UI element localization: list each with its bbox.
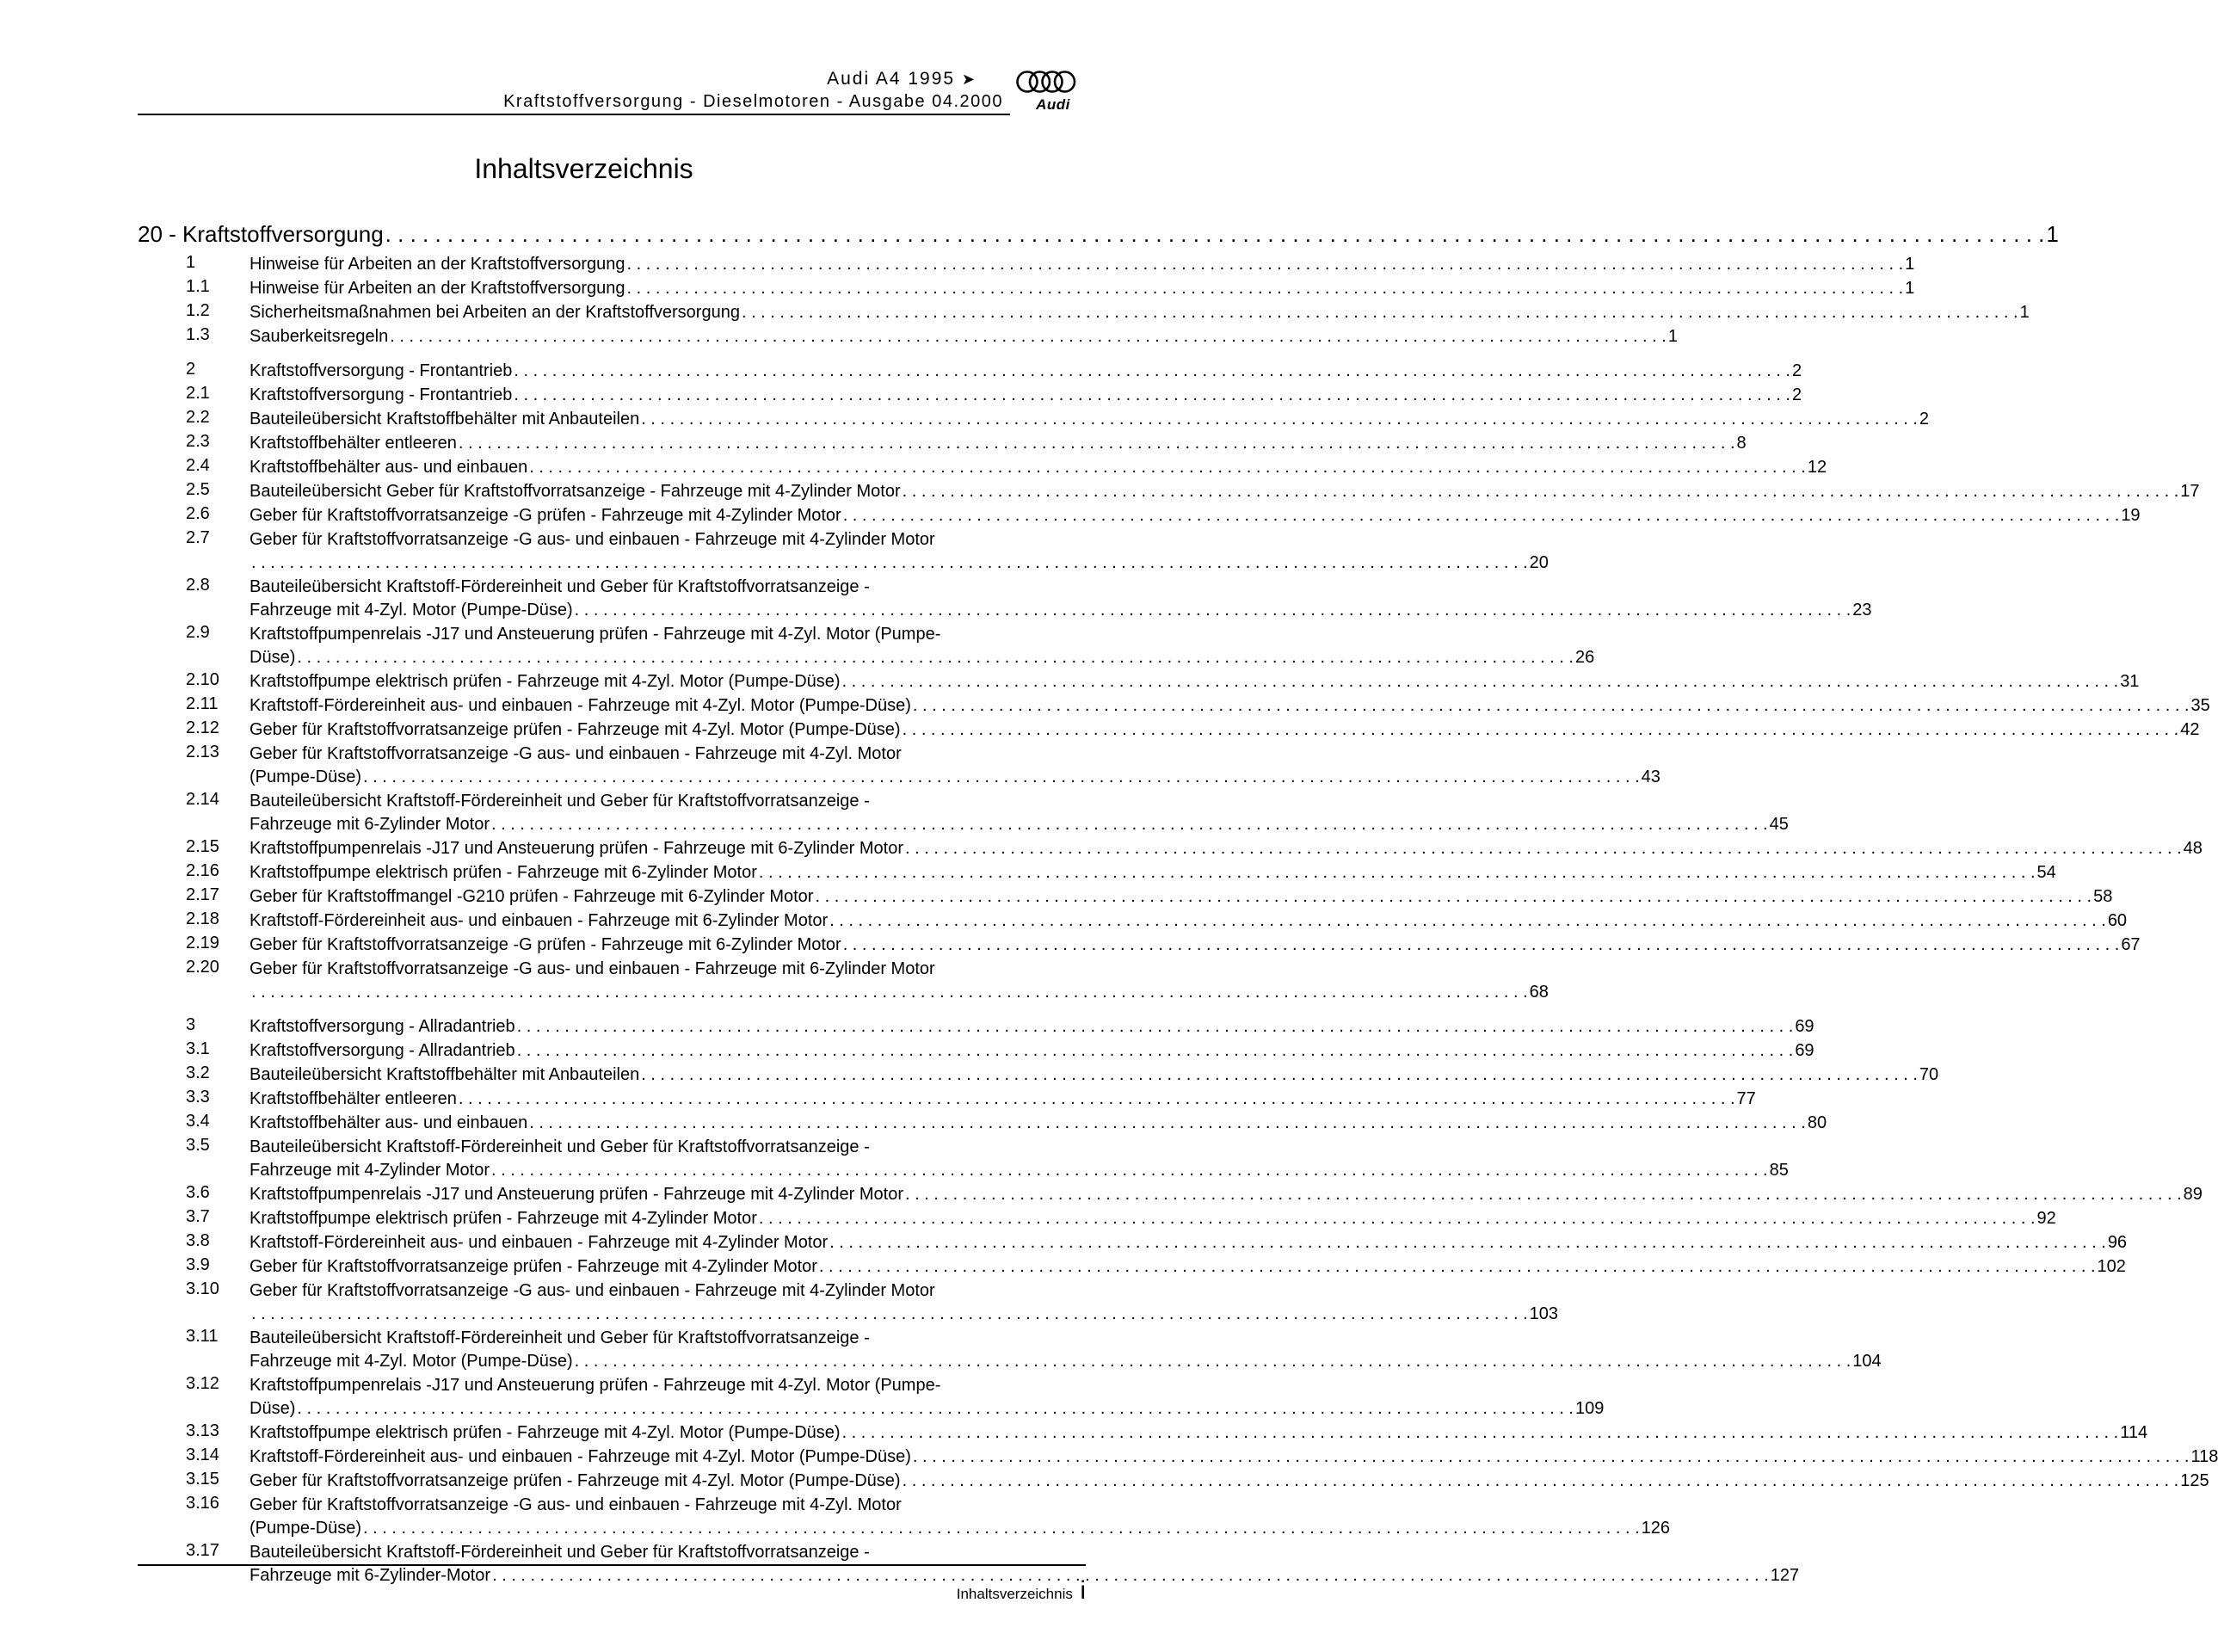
table-of-contents bbox=[138, 217, 2218, 1588]
entry-page: 69 bbox=[1795, 1017, 1814, 1036]
dot-leader bbox=[913, 1446, 2190, 1469]
entry-page: 26 bbox=[1574, 648, 1595, 667]
entry-title: Düse) bbox=[250, 648, 296, 667]
entry-title: Kraftstoff-Fördereinheit aus- und einbauen - Fahrzeuge mit 4-Zylinder Motor bbox=[250, 1233, 829, 1252]
entry-number: 2.17 bbox=[186, 885, 219, 904]
entry-number: 3.16 bbox=[186, 1494, 219, 1513]
entry-page: 1 bbox=[1667, 327, 1678, 346]
entry-title: Kraftstoffpumpe elektrisch prüfen - Fahrzeuge mit 6-Zylinder Motor bbox=[250, 863, 757, 882]
entry-number: 3.2 bbox=[186, 1063, 210, 1082]
entry-number: 3.10 bbox=[186, 1279, 219, 1298]
entry-page: 19 bbox=[2121, 506, 2141, 525]
dot-leader bbox=[529, 1112, 1806, 1135]
toc-entry[interactable] bbox=[138, 1183, 2203, 1207]
toc-entry[interactable] bbox=[138, 456, 1827, 480]
toc-entry[interactable] bbox=[138, 1327, 1882, 1374]
header-rule bbox=[138, 114, 1010, 115]
header-subtitle: Kraftstoffversorgung - Dieselmotoren - Ausgabe 04.2000 bbox=[503, 92, 1003, 111]
entry-number: 2.13 bbox=[186, 743, 219, 761]
toc-entry[interactable] bbox=[138, 480, 2200, 504]
toc-entry[interactable] bbox=[138, 1279, 1558, 1327]
entry-title: Kraftstoff-Fördereinheit aus- und einbauen - Fahrzeuge mit 6-Zylinder Motor bbox=[250, 911, 829, 930]
dot-leader bbox=[517, 1039, 1794, 1063]
toc-entry[interactable] bbox=[138, 301, 2030, 325]
entry-page: 114 bbox=[2120, 1423, 2148, 1442]
toc-entry[interactable] bbox=[138, 837, 2203, 861]
entry-page: 31 bbox=[2120, 672, 2140, 691]
toc-entry[interactable] bbox=[138, 432, 1747, 456]
entry-title: Kraftstoffversorgung - Frontantrieb bbox=[250, 361, 513, 380]
entry-number: 2.9 bbox=[186, 623, 210, 642]
toc-entry[interactable] bbox=[138, 528, 1549, 576]
entry-number: 1.1 bbox=[186, 277, 210, 296]
entry-number: 2.1 bbox=[186, 384, 210, 403]
entry-page: 96 bbox=[2107, 1233, 2128, 1252]
entry-page: 102 bbox=[2097, 1257, 2126, 1276]
entry-page: 2 bbox=[1919, 410, 1929, 428]
entry-title: Kraftstoffpumpe elektrisch prüfen - Fahrzeuge mit 4-Zylinder Motor bbox=[250, 1209, 757, 1228]
entry-number: 3.12 bbox=[186, 1374, 219, 1393]
entry-number: 2.6 bbox=[186, 504, 210, 523]
dot-leader bbox=[385, 217, 2045, 251]
page-header bbox=[138, 67, 1084, 117]
dot-leader bbox=[529, 456, 1806, 479]
entry-number: 3.5 bbox=[186, 1136, 210, 1155]
entry-title: (Pumpe-Düse) bbox=[250, 767, 362, 786]
entry-title: Geber für Kraftstoffvorratsanzeige -G aus- und einbauen - Fahrzeuge mit 4-Zyl. Motor bbox=[250, 1495, 902, 1514]
entry-title: Bauteileübersicht Kraftstoffbehälter mit Anbauteilen bbox=[250, 1065, 640, 1084]
dot-leader bbox=[759, 1207, 2036, 1230]
toc-entry[interactable] bbox=[138, 576, 1872, 623]
entry-title: Kraftstoffpumpe elektrisch prüfen - Fahrzeuge mit 4-Zyl. Motor (Pumpe-Düse) bbox=[250, 1423, 841, 1442]
dot-leader bbox=[492, 1564, 1769, 1587]
toc-chapter[interactable] bbox=[138, 217, 2059, 253]
entry-title: Fahrzeuge mit 4-Zyl. Motor (Pumpe-Düse) bbox=[250, 1352, 573, 1371]
entry-title: Kraftstoffpumpenrelais -J17 und Ansteuerung prüfen - Fahrzeuge mit 4-Zylinder Motor bbox=[250, 1185, 904, 1204]
dot-leader bbox=[514, 360, 1790, 383]
entry-number: 2.7 bbox=[186, 528, 210, 547]
header-model bbox=[827, 69, 977, 89]
entry-number: 2.10 bbox=[186, 670, 219, 689]
entry-title: Kraftstoffbehälter entleeren bbox=[250, 434, 457, 453]
section-gap bbox=[138, 349, 1063, 360]
entry-page: 89 bbox=[2183, 1185, 2203, 1204]
entry-number: 3.15 bbox=[186, 1470, 219, 1489]
toc-entry[interactable] bbox=[138, 325, 1678, 349]
entry-title: Kraftstoffversorgung - Allradantrieb bbox=[250, 1017, 515, 1036]
entry-page: 2 bbox=[1791, 361, 1802, 380]
entry-title: Düse) bbox=[250, 1399, 296, 1418]
entry-title: Kraftstoffbehälter aus- und einbauen bbox=[250, 1113, 528, 1132]
entry-title: Hinweise für Arbeiten an der Kraftstoffversorgung bbox=[250, 255, 625, 274]
dot-leader bbox=[575, 1350, 1851, 1373]
entry-number: 3.9 bbox=[186, 1255, 210, 1274]
entry-number: 3.11 bbox=[186, 1327, 219, 1346]
entry-number: 1 bbox=[186, 253, 196, 272]
dot-leader bbox=[903, 480, 2179, 503]
entry-number: 3.8 bbox=[186, 1231, 210, 1250]
entry-number: 2.15 bbox=[186, 837, 219, 856]
entry-title: Geber für Kraftstoffvorratsanzeige prüfen - Fahrzeuge mit 4-Zyl. Motor (Pumpe-Düse) bbox=[250, 1471, 901, 1490]
toc-entry[interactable] bbox=[138, 743, 1660, 790]
entry-title: Kraftstoffpumpe elektrisch prüfen - Fahrzeuge mit 4-Zyl. Motor (Pumpe-Düse) bbox=[250, 672, 841, 691]
entry-number: 2.18 bbox=[186, 909, 219, 928]
dot-leader bbox=[251, 981, 1528, 1004]
entry-page: 54 bbox=[2036, 863, 2056, 882]
toc-entry[interactable] bbox=[138, 384, 1802, 408]
entry-title: Geber für Kraftstoffmangel -G210 prüfen - Fahrzeuge mit 6-Zylinder Motor bbox=[250, 887, 814, 906]
entry-title: (Pumpe-Düse) bbox=[250, 1519, 362, 1538]
dot-leader bbox=[903, 718, 2179, 742]
toc-entry[interactable] bbox=[138, 408, 1929, 432]
entry-number: 3 bbox=[186, 1015, 196, 1034]
dot-leader bbox=[829, 909, 2106, 933]
dot-leader bbox=[843, 504, 2120, 527]
entry-page: 104 bbox=[1852, 1352, 1882, 1371]
toc-entry[interactable] bbox=[138, 909, 2128, 934]
entry-page: 85 bbox=[1769, 1161, 1789, 1180]
entry-number: 2.12 bbox=[186, 718, 219, 737]
toc-entry[interactable] bbox=[138, 1446, 2218, 1470]
entry-page: 48 bbox=[2183, 839, 2203, 858]
entry-page: 126 bbox=[1641, 1519, 1671, 1538]
page-number: i bbox=[1080, 1576, 1086, 1605]
entry-number: 2.5 bbox=[186, 480, 210, 499]
entry-page: 80 bbox=[1807, 1113, 1827, 1132]
toc-entry[interactable] bbox=[138, 861, 2056, 885]
page-footer bbox=[957, 1576, 1086, 1606]
dot-leader bbox=[641, 1063, 1918, 1087]
entry-title: Kraftstoffversorgung - Allradantrieb bbox=[250, 1041, 515, 1060]
footer-label: Inhaltsverzeichnis bbox=[956, 1586, 1073, 1602]
entry-number: 2.8 bbox=[186, 576, 210, 595]
dot-leader bbox=[251, 1303, 1528, 1326]
entry-number: 2.16 bbox=[186, 861, 219, 880]
toc-entry[interactable] bbox=[138, 1255, 2126, 1279]
toc-entry[interactable] bbox=[138, 277, 1915, 301]
audi-rings-icon bbox=[1015, 67, 1077, 96]
toc-entry[interactable] bbox=[138, 694, 2210, 718]
entry-number: 3.4 bbox=[186, 1112, 210, 1131]
toc-entry[interactable] bbox=[138, 1136, 1789, 1183]
entry-page: 42 bbox=[2180, 720, 2200, 739]
entry-title: Geber für Kraftstoffvorratsanzeige -G aus- und einbauen - Fahrzeuge mit 4-Zyl. Motor bbox=[250, 744, 902, 763]
entry-page: 69 bbox=[1795, 1041, 1814, 1060]
entry-page: 12 bbox=[1807, 458, 1827, 477]
entry-number: 3.13 bbox=[186, 1421, 219, 1440]
dot-leader bbox=[297, 1397, 1574, 1421]
page-title: Inhaltsverzeichnis bbox=[474, 153, 693, 184]
entry-page: 67 bbox=[2121, 935, 2141, 954]
entry-number: 1.2 bbox=[186, 301, 210, 320]
toc-entry[interactable] bbox=[138, 885, 2113, 909]
entry-number: 3.17 bbox=[186, 1541, 219, 1560]
entry-page: 35 bbox=[2190, 696, 2210, 715]
toc-entry[interactable] bbox=[138, 958, 1549, 1005]
entry-page: 68 bbox=[1529, 983, 1549, 1002]
entry-title: Kraftstoffversorgung - Frontantrieb bbox=[250, 385, 513, 404]
entry-number: 2.20 bbox=[186, 958, 219, 977]
entry-page: 60 bbox=[2107, 911, 2128, 930]
dot-leader bbox=[491, 813, 1768, 836]
entry-title: Kraftstoffbehälter aus- und einbauen bbox=[250, 458, 528, 477]
entry-page: 109 bbox=[1574, 1399, 1605, 1418]
dot-leader bbox=[843, 934, 2120, 957]
footer-rule bbox=[138, 1564, 1086, 1566]
entry-title: Fahrzeuge mit 6-Zylinder Motor bbox=[250, 815, 490, 834]
toc-entry[interactable] bbox=[138, 1207, 2056, 1231]
entry-number: 2.19 bbox=[186, 934, 219, 952]
entry-title: Geber für Kraftstoffvorratsanzeige prüfen - Fahrzeuge mit 4-Zylinder Motor bbox=[250, 1257, 817, 1276]
entry-title: Bauteileübersicht Kraftstoff-Fördereinheit und Geber für Kraftstoffvorratsanzeige - bbox=[250, 1328, 870, 1347]
entry-page: 8 bbox=[1736, 434, 1747, 453]
toc-entry[interactable] bbox=[138, 934, 2141, 958]
entry-title: Bauteileübersicht Kraftstoff-Fördereinheit und Geber für Kraftstoffvorratsanzeige - bbox=[250, 1543, 870, 1562]
dot-leader bbox=[251, 552, 1528, 575]
entry-page: 118 bbox=[2190, 1447, 2218, 1466]
toc-entry[interactable] bbox=[138, 790, 1789, 837]
toc-entry[interactable] bbox=[138, 504, 2141, 528]
dot-leader bbox=[575, 599, 1851, 622]
entry-page: 77 bbox=[1736, 1089, 1756, 1108]
entry-page: 58 bbox=[2093, 887, 2113, 906]
entry-page: 2 bbox=[1791, 385, 1802, 404]
entry-number: 3.7 bbox=[186, 1207, 210, 1226]
arrow-right-icon: ➤ bbox=[961, 71, 977, 88]
entry-title: Geber für Kraftstoffvorratsanzeige -G aus- und einbauen - Fahrzeuge mit 6-Zylinder Motor bbox=[250, 959, 935, 978]
toc-section[interactable] bbox=[138, 360, 1802, 384]
entry-title: Kraftstoff-Fördereinheit aus- und einbauen - Fahrzeuge mit 4-Zyl. Motor (Pumpe-Düse) bbox=[250, 696, 911, 715]
dot-leader bbox=[759, 861, 2036, 885]
toc-entry[interactable] bbox=[138, 1112, 1827, 1136]
entry-page: 1 bbox=[1905, 279, 1915, 298]
entry-number: 2.3 bbox=[186, 432, 210, 451]
toc-entry[interactable] bbox=[138, 718, 2200, 743]
entry-title: Kraftstoffpumpenrelais -J17 und Ansteuerung prüfen - Fahrzeuge mit 4-Zyl. Motor (Pumpe- bbox=[250, 625, 941, 644]
entry-page: 125 bbox=[2180, 1471, 2209, 1490]
entry-page: 127 bbox=[1770, 1566, 1800, 1585]
dot-leader bbox=[363, 1517, 1640, 1540]
section-gap bbox=[138, 1005, 1063, 1015]
entry-title: Geber für Kraftstoffvorratsanzeige -G aus- und einbauen - Fahrzeuge mit 4-Zylinder Motor bbox=[250, 530, 935, 549]
entry-title: Geber für Kraftstoffvorratsanzeige -G aus- und einbauen - Fahrzeuge mit 4-Zylinder Motor bbox=[250, 1281, 935, 1300]
entry-number: 2 bbox=[186, 360, 196, 379]
dot-leader bbox=[842, 1421, 2119, 1445]
header-model-text: Audi A4 1995 bbox=[827, 69, 956, 89]
entry-number: 3.3 bbox=[186, 1088, 210, 1106]
dot-leader bbox=[905, 1183, 2182, 1206]
dot-leader bbox=[627, 277, 1904, 300]
entry-title: Kraftstoff-Fördereinheit aus- und einbauen - Fahrzeuge mit 4-Zyl. Motor (Pumpe-Düse) bbox=[250, 1447, 911, 1466]
dot-leader bbox=[627, 253, 1904, 276]
entry-page: 45 bbox=[1769, 815, 1789, 834]
entry-page: 23 bbox=[1852, 601, 1872, 620]
toc-section[interactable] bbox=[138, 253, 1915, 277]
entry-title: Kraftstoffpumpenrelais -J17 und Ansteuerung prüfen - Fahrzeuge mit 4-Zyl. Motor (Pumpe- bbox=[250, 1376, 941, 1395]
entry-title: Fahrzeuge mit 4-Zylinder Motor bbox=[250, 1161, 490, 1180]
toc-entry[interactable] bbox=[138, 623, 1595, 670]
toc-entry[interactable] bbox=[138, 670, 2140, 694]
entry-title: Bauteileübersicht Kraftstoff-Fördereinheit und Geber für Kraftstoffvorratsanzeige - bbox=[250, 1137, 870, 1156]
entry-number: 1.3 bbox=[186, 325, 210, 344]
entry-title: Sauberkeitsregeln bbox=[250, 327, 389, 346]
entry-title: Geber für Kraftstoffvorratsanzeige -G prüfen - Fahrzeuge mit 6-Zylinder Motor bbox=[250, 935, 841, 954]
entry-page: 20 bbox=[1529, 553, 1549, 572]
dot-leader bbox=[459, 432, 1735, 455]
dot-leader bbox=[905, 837, 2182, 860]
dot-leader bbox=[842, 670, 2119, 693]
dot-leader bbox=[641, 408, 1918, 431]
chapter-page: 1 bbox=[2046, 221, 2059, 247]
entry-title: Bauteileübersicht Kraftstoff-Fördereinheit und Geber für Kraftstoffvorratsanzeige - bbox=[250, 577, 870, 596]
entry-page: 92 bbox=[2036, 1209, 2056, 1228]
entry-number: 3.14 bbox=[186, 1446, 219, 1464]
dot-leader bbox=[819, 1255, 2096, 1279]
entry-number: 2.11 bbox=[186, 694, 219, 713]
toc-entry[interactable] bbox=[138, 1039, 1814, 1063]
entry-title: Geber für Kraftstoffvorratsanzeige prüfen - Fahrzeuge mit 4-Zyl. Motor (Pumpe-Düse) bbox=[250, 720, 901, 739]
entry-title: Sicherheitsmaßnahmen bei Arbeiten an der Kraftstoffversorgung bbox=[250, 303, 740, 322]
entry-page: 1 bbox=[1905, 255, 1915, 274]
toc-entry[interactable] bbox=[138, 1088, 1756, 1112]
dot-leader bbox=[913, 694, 2190, 718]
entry-title: Bauteileübersicht Geber für Kraftstoffvorratsanzeige - Fahrzeuge mit 4-Zylinder Motor bbox=[250, 482, 901, 501]
toc-entry[interactable] bbox=[138, 1494, 1671, 1541]
dot-leader bbox=[491, 1159, 1768, 1182]
dot-leader bbox=[459, 1088, 1735, 1111]
dot-leader bbox=[514, 384, 1790, 407]
entry-number: 3.1 bbox=[186, 1039, 210, 1058]
chapter-label: 20 - Kraftstoffversorgung bbox=[138, 221, 384, 247]
entry-number: 3.6 bbox=[186, 1183, 210, 1202]
dot-leader bbox=[903, 1470, 2179, 1493]
entry-title: Fahrzeuge mit 6-Zylinder-Motor bbox=[250, 1566, 491, 1585]
toc-entry[interactable] bbox=[138, 1063, 1939, 1088]
entry-page: 70 bbox=[1919, 1065, 1939, 1084]
dot-leader bbox=[829, 1231, 2106, 1254]
entry-page: 17 bbox=[2180, 482, 2200, 501]
entry-page: 43 bbox=[1641, 767, 1660, 786]
toc-entry[interactable] bbox=[138, 1421, 2148, 1446]
dot-leader bbox=[742, 301, 2018, 324]
dot-leader bbox=[363, 766, 1640, 789]
dot-leader bbox=[390, 325, 1667, 348]
entry-number: 2.14 bbox=[186, 790, 219, 809]
toc-entry[interactable] bbox=[138, 1374, 1605, 1421]
entry-number: 2.2 bbox=[186, 408, 210, 427]
toc-section[interactable] bbox=[138, 1015, 1814, 1039]
dot-leader bbox=[297, 646, 1574, 669]
entry-page: 1 bbox=[2019, 303, 2030, 322]
dot-leader bbox=[517, 1015, 1794, 1039]
dot-leader bbox=[815, 885, 2092, 909]
audi-wordmark: Audi bbox=[1036, 96, 1070, 113]
toc-entry[interactable] bbox=[138, 1231, 2128, 1255]
entry-number: 2.4 bbox=[186, 456, 210, 475]
entry-title: Geber für Kraftstoffvorratsanzeige -G prüfen - Fahrzeuge mit 4-Zylinder Motor bbox=[250, 506, 841, 525]
entry-title: Kraftstoffbehälter entleeren bbox=[250, 1089, 457, 1108]
entry-title: Fahrzeuge mit 4-Zyl. Motor (Pumpe-Düse) bbox=[250, 601, 573, 620]
toc-entry[interactable] bbox=[138, 1470, 2209, 1494]
entry-title: Bauteileübersicht Kraftstoffbehälter mit Anbauteilen bbox=[250, 410, 640, 428]
entry-title: Hinweise für Arbeiten an der Kraftstoffversorgung bbox=[250, 279, 625, 298]
entry-title: Bauteileübersicht Kraftstoff-Fördereinheit und Geber für Kraftstoffvorratsanzeige - bbox=[250, 792, 870, 811]
entry-title: Kraftstoffpumpenrelais -J17 und Ansteuerung prüfen - Fahrzeuge mit 6-Zylinder Motor bbox=[250, 839, 904, 858]
entry-page: 103 bbox=[1529, 1304, 1558, 1323]
